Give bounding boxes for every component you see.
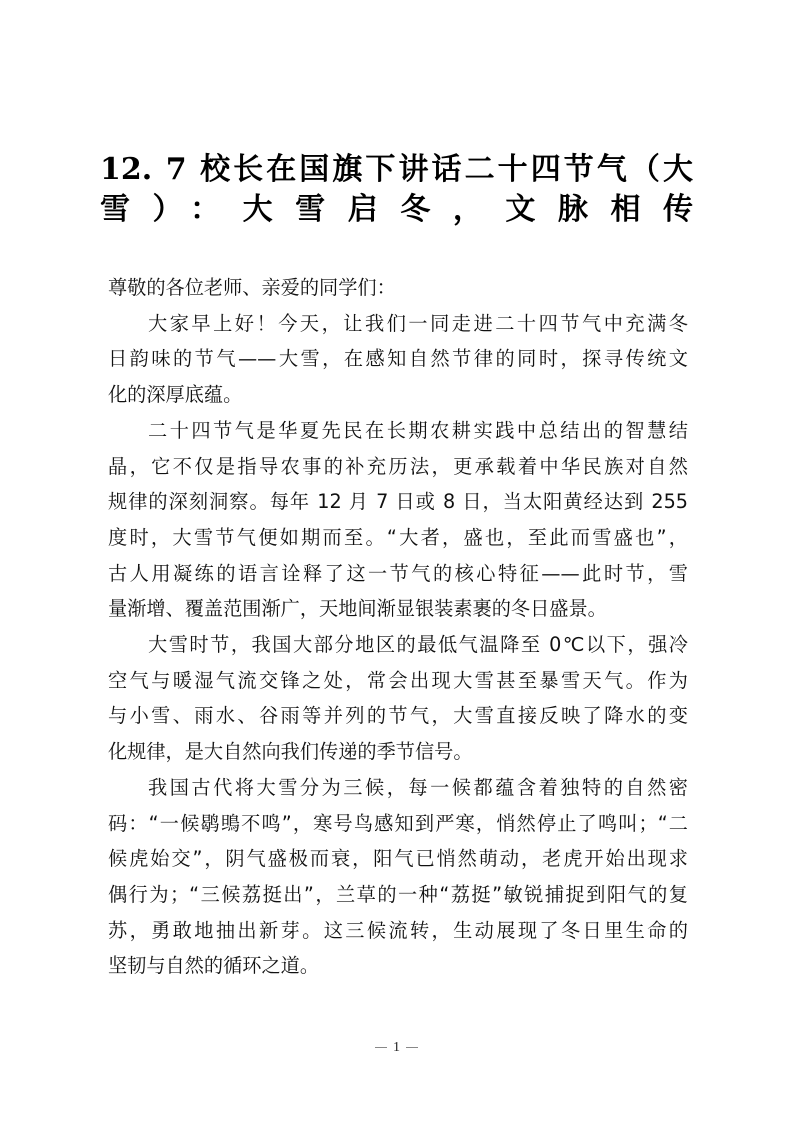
paragraph-line: 偶行为；“三候荔挺出”，兰草的一种“荔挺”敏锐捕捉到阳气的复 [108, 882, 688, 906]
paragraph-line: 大家早上好！今天，让我们一同走进二十四节气中充满冬 [148, 311, 688, 335]
paragraph-line: 大雪时节，我国大部分地区的最低气温降至 0℃以下，强冷 [148, 633, 688, 657]
paragraph-line: 候虎始交”，阴气盛极而衰，阳气已悄然萌动，老虎开始出现求 [108, 847, 688, 871]
paragraph-line: 规律的深刻洞察。每年 12 月 7 日或 8 日，当太阳黄经达到 255 [108, 490, 688, 514]
paragraph-line: 晶，它不仅是指导农事的补充历法，更承载着中华民族对自然 [108, 454, 688, 478]
paragraph-2 [108, 413, 688, 627]
paragraph-line: 与小雪、雨水、谷雨等并列的节气，大雪直接反映了降水的变 [108, 704, 688, 728]
paragraph-line: 空气与暖湿气流交锋之处，常会出现大雪甚至暴雪天气。作为 [108, 668, 688, 692]
paragraph-line: 二十四节气是华夏先民在长期农耕实践中总结出的智慧结 [148, 418, 688, 442]
page-footer [0, 1040, 793, 1056]
paragraph-line: 化规律，是大自然向我们传递的季节信号。 [108, 740, 473, 764]
paragraph-line: 化的深厚底蕴。 [108, 383, 243, 407]
dash-right [406, 1047, 418, 1048]
paragraph-line: 我国古代将大雪分为三候，每一候都蕴含着独特的自然密 [148, 775, 688, 799]
paragraph-line: 码：“一候鹖鴠不鸣”，寒号鸟感知到严寒，悄然停止了鸣叫；“二 [108, 811, 688, 835]
title-line-1: 12. 7 校长在国旗下讲话二十四节气（大 [100, 152, 693, 187]
salutation [108, 270, 688, 306]
dash-left [375, 1047, 387, 1048]
salutation-text: 尊敬的各位老师、亲爱的同学们： [108, 276, 396, 299]
paragraph-4 [108, 770, 688, 984]
paragraph-line: 苏，勇敢地抽出新芽。这三候流转，生动展现了冬日里生命的 [108, 918, 688, 942]
paragraph-line: 日韵味的节气——大雪，在感知自然节律的同时，探寻传统文 [108, 347, 688, 371]
document-body [108, 270, 688, 984]
paragraph-line: 度时，大雪节气便如期而至。“大者，盛也，至此而雪盛也”， [108, 525, 688, 549]
title-line-2: 雪）：大雪启冬，文脉相传 [100, 192, 693, 227]
paragraph-line: 量渐增、覆盖范围渐广，天地间渐显银装素裹的冬日盛景。 [108, 597, 607, 621]
paragraph-3 [108, 627, 688, 770]
document-title [100, 150, 693, 230]
paragraph-line: 古人用凝练的语言诠释了这一节气的核心特征——此时节，雪 [108, 561, 688, 585]
page-number: 1 [393, 1040, 400, 1055]
paragraph-line: 坚韧与自然的循环之道。 [108, 954, 320, 978]
paragraph-1 [108, 306, 688, 413]
